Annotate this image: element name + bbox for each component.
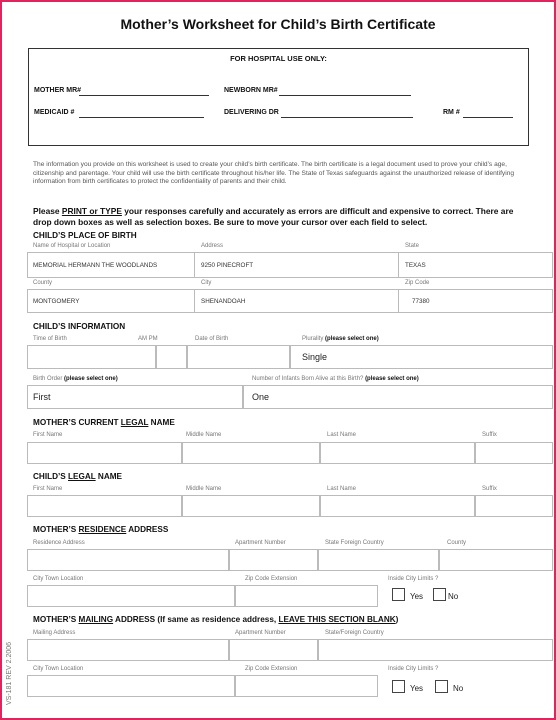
mother-first-name-field[interactable] (27, 442, 182, 464)
birth-order-select[interactable] (27, 385, 243, 409)
county-value[interactable]: MONTGOMERY (33, 298, 80, 305)
medicaid-field[interactable] (79, 117, 204, 118)
child-first-name-field[interactable] (27, 495, 182, 517)
child-suffix-field[interactable] (475, 495, 553, 517)
residence-no-label: No (448, 592, 459, 601)
address-value: 9250 PINECROFT (201, 262, 254, 269)
medicaid-label: MEDICAID # (34, 109, 75, 116)
residence-address-label: Residence Address (33, 540, 85, 546)
mailing-no-checkbox[interactable] (435, 680, 448, 693)
birth-order-value: First (33, 392, 51, 402)
info-paragraph: The information you provide on this worksheet is used to create your child’s birth certificate. The birth certificate is a legal document used to prove your child’s age, citizenship and parentage. Your child will use the birth certificate throughout his/her life. The State of Texas safeguards against the unauthorized release of identifying information from birth certificates to protect the confidentiality of parents and their child. (33, 161, 515, 186)
child-last-name-field[interactable] (320, 495, 475, 517)
residence-inside-city-label: Inside City Limits ? (388, 576, 439, 582)
newborn-mr-field[interactable] (279, 95, 411, 96)
mother-suffix-label: Suffix (482, 432, 497, 438)
child-info-heading: CHILD’S INFORMATION (33, 322, 126, 331)
zip-value[interactable]: 77380 (412, 298, 430, 305)
mailing-zip-field[interactable] (235, 675, 378, 697)
instructions (33, 206, 533, 228)
mailing-state-country-field[interactable] (318, 639, 553, 661)
mailing-yes-checkbox[interactable] (392, 680, 405, 693)
mailing-city-field[interactable] (27, 675, 235, 697)
residence-city-label: City Town Location (33, 576, 84, 582)
plurality-value: Single (302, 352, 328, 362)
residence-apartment-label: Apartment Number (235, 540, 286, 546)
residence-yes-label: Yes (410, 592, 424, 601)
residence-county-field[interactable] (439, 549, 553, 571)
state-label: State (405, 243, 420, 249)
date-of-birth-label: Date of Birth (195, 336, 229, 342)
residence-zip-field[interactable] (235, 585, 378, 607)
delivering-dr-label: DELIVERING DR (224, 109, 279, 116)
infants-label: Number of Infants Born Alive at this Birth? (please select one) (252, 376, 419, 382)
address-label: Address (201, 243, 224, 249)
instructions-text-1: Please (33, 206, 62, 216)
mother-middle-name-label: Middle Name (186, 432, 222, 438)
instructions-print-or-type: PRINT or TYPE (61, 206, 122, 216)
form-code: VS-181 REV 2.2006 (6, 641, 13, 705)
instructions-text-2: your responses carefully and accurately as errors are difficult and expensive to correct. There are drop down boxes as well as selection boxes. Be sure to move your cursor over each field to select. (33, 206, 514, 227)
mother-middle-name-field[interactable] (182, 442, 320, 464)
child-suffix-label: Suffix (482, 486, 497, 492)
mother-mr-field[interactable] (79, 95, 209, 96)
infants-select[interactable] (243, 385, 553, 409)
residence-county-label: County (447, 540, 467, 546)
infants-value: One (252, 392, 270, 402)
residence-apartment-field[interactable] (229, 549, 318, 571)
mailing-zip-label: Zip Code Extension (245, 666, 298, 672)
rm-label: RM # (443, 109, 460, 116)
mailing-no-label: No (453, 684, 464, 693)
am-pm-label: AM PM (138, 336, 158, 342)
mailing-apartment-label: Apartment Number (235, 630, 286, 636)
state-value[interactable]: TEXAS (405, 262, 426, 269)
residence-yes-checkbox[interactable] (392, 588, 405, 601)
plurality-select[interactable] (290, 345, 553, 369)
city-label: City (201, 280, 212, 286)
mother-last-name-label: Last Name (327, 432, 357, 438)
mailing-city-label: City Town Location (33, 666, 84, 672)
zip-label: Zip Code (405, 280, 430, 286)
place-of-birth-heading: CHILD’S PLACE OF BIRTH (33, 231, 137, 240)
page-title: Mother’s Worksheet for Child’s Birth Certificate (120, 16, 436, 32)
mailing-inside-city-label: Inside City Limits ? (388, 666, 439, 672)
child-middle-name-field[interactable] (182, 495, 320, 517)
hospital-name-value[interactable]: MEMORIAL HERMANN THE WOODLANDS (33, 262, 158, 269)
residence-state-country-label: State Foreign Country (325, 540, 384, 546)
mother-first-name-label: First Name (33, 432, 63, 438)
mailing-address-label: Mailing Address (33, 630, 76, 636)
mailing-yes-label: Yes (410, 684, 424, 693)
newborn-mr-label: NEWBORN MR# (224, 87, 278, 94)
mother-name-heading: MOTHER’S CURRENT LEGAL NAME (33, 418, 175, 427)
mailing-address-field[interactable] (27, 639, 229, 661)
residence-no-checkbox[interactable] (433, 588, 446, 601)
plurality-label: Plurality (please select one) (302, 336, 379, 342)
residence-heading: MOTHER’S RESIDENCE ADDRESS (33, 525, 169, 534)
rm-field[interactable] (463, 117, 513, 118)
child-last-name-label: Last Name (327, 486, 357, 492)
county-label: County (33, 280, 53, 286)
delivering-dr-field[interactable] (281, 117, 413, 118)
mailing-heading: MOTHER’S MAILING ADDRESS (If same as residence address, LEAVE THIS SECTION BLANK) (33, 615, 399, 624)
city-value: SHENANDOAH (201, 298, 246, 305)
hospital-use-box (28, 48, 529, 146)
child-name-heading: CHILD’S LEGAL NAME (33, 472, 123, 481)
hospital-use-heading: FOR HOSPITAL USE ONLY: (230, 54, 327, 63)
residence-city-field[interactable] (27, 585, 235, 607)
residence-zip-label: Zip Code Extension (245, 576, 298, 582)
residence-state-country-field[interactable] (318, 549, 439, 571)
mother-mr-label: MOTHER MR# (34, 87, 82, 94)
hospital-name-label: Name of Hospital or Location (33, 243, 111, 249)
date-of-birth-field[interactable] (187, 345, 290, 369)
mailing-state-country-label: State/Foreign Country (325, 630, 384, 636)
residence-address-field[interactable] (27, 549, 229, 571)
time-of-birth-field[interactable] (27, 345, 156, 369)
time-of-birth-label: Time of Birth (33, 336, 67, 342)
mother-suffix-field[interactable] (475, 442, 553, 464)
mailing-apartment-field[interactable] (229, 639, 318, 661)
am-pm-select[interactable] (156, 345, 187, 369)
child-middle-name-label: Middle Name (186, 486, 222, 492)
birth-order-label: Birth Order (please select one) (33, 376, 118, 382)
child-first-name-label: First Name (33, 486, 63, 492)
mother-last-name-field[interactable] (320, 442, 475, 464)
